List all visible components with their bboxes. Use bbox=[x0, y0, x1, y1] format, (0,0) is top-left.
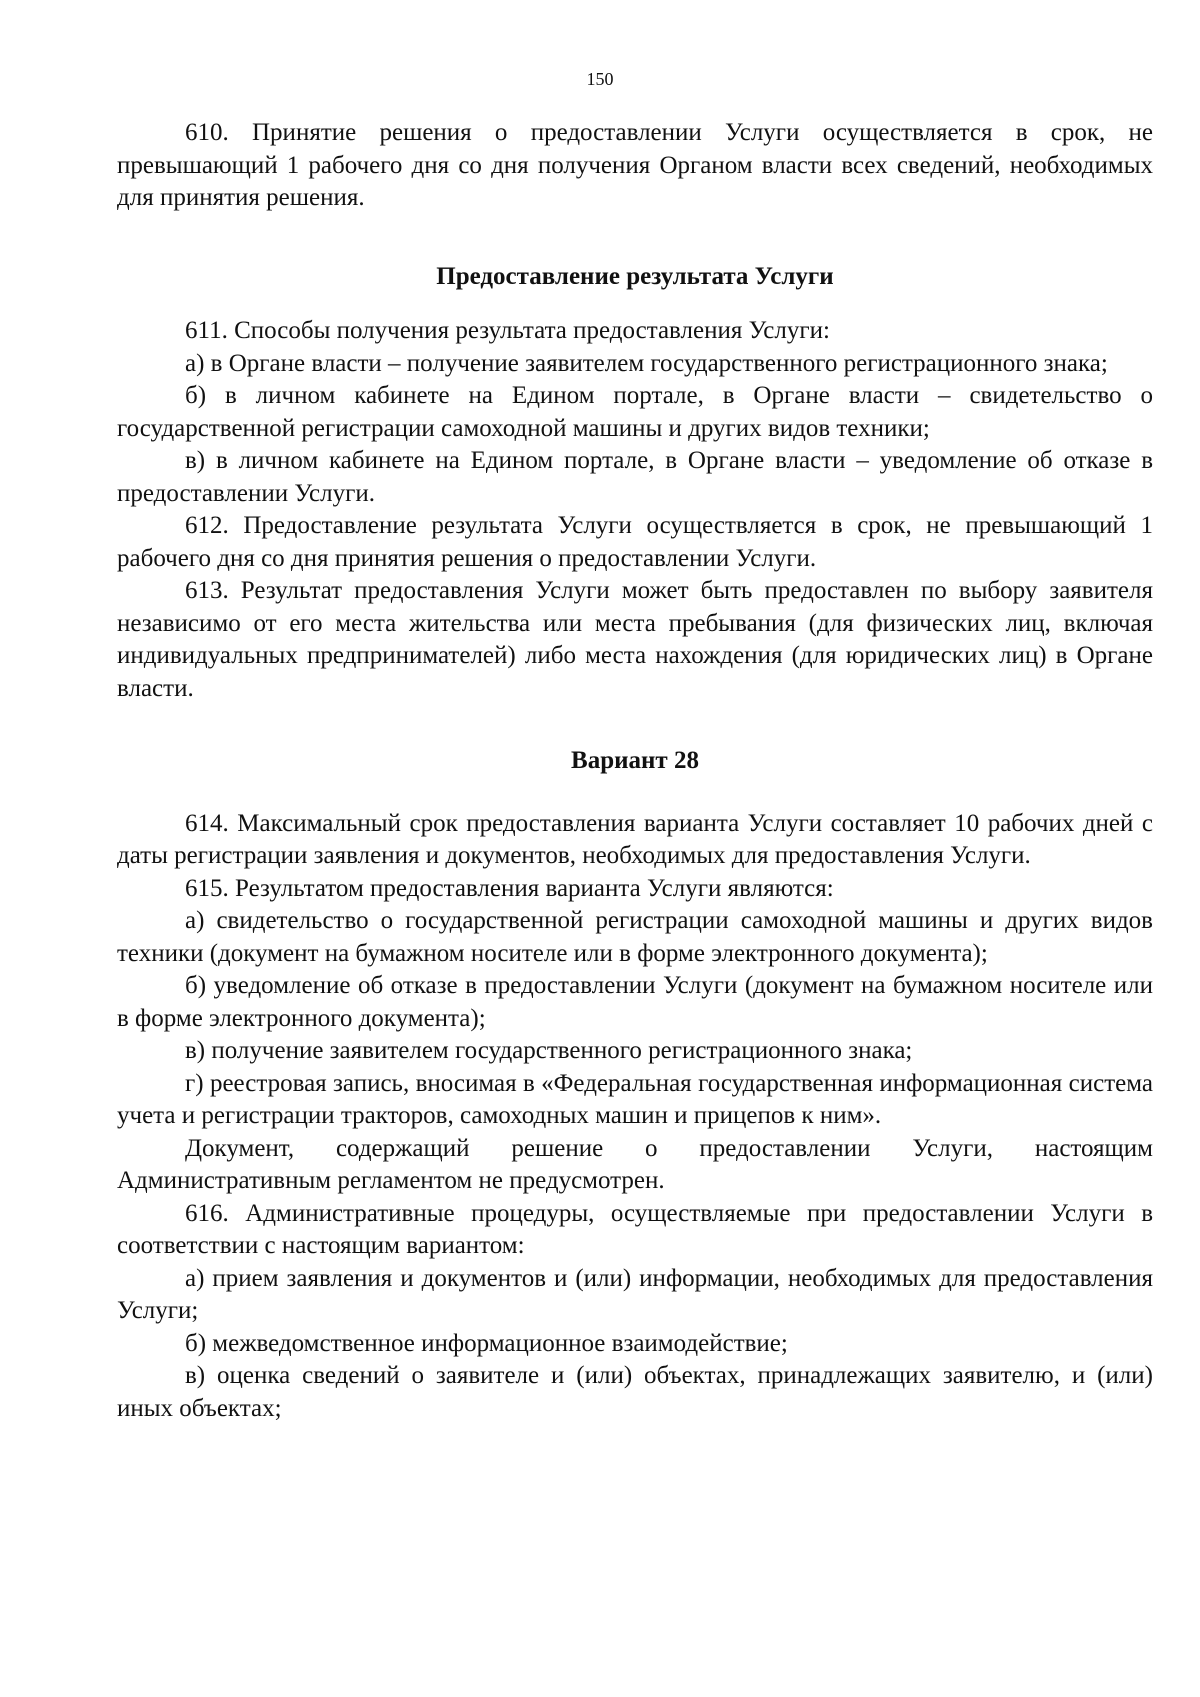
list-item-616-v: в) оценка сведений о заявителе и (или) объектах, принадлежащих заявителю, и (или) иных объектах; bbox=[117, 1362, 1153, 1422]
paragraph-decision-document: Документ, содержащий решение о предоставлении Услуги, настоящим Административным регламентом не предусмотрен. bbox=[117, 1134, 1153, 1194]
list-item-616-a: а) прием заявления и документов и (или) информации, необходимых для предоставления Услуги; bbox=[117, 1264, 1153, 1324]
list-item-611-a: а) в Органе власти – получение заявителем государственного регистрационного знака; bbox=[185, 349, 1108, 377]
section-heading-variant-28: Вариант 28 bbox=[571, 747, 699, 774]
list-item-615-v: в) получение заявителем государственного регистрационного знака; bbox=[185, 1037, 913, 1064]
list-item-611-b: б) в личном кабинете на Едином портале, в Органе власти – свидетельство о государственной регистрации самоходной машины и других видов техники; bbox=[117, 382, 1153, 442]
list-item-616-b: б) межведомственное информационное взаимодействие; bbox=[185, 1329, 788, 1357]
list-item-615-a: а) свидетельство о государственной регистрации самоходной машины и других видов техники (документ на бумажном носителе или в форме электронного документа); bbox=[117, 907, 1153, 967]
paragraph-615: 615. Результатом предоставления варианта Услуги являются: bbox=[185, 874, 834, 902]
paragraph-611: 611. Способы получения результата предоставления Услуги: bbox=[185, 317, 830, 344]
list-item-615-g: г) реестровая запись, вносимая в «Федеральная государственная информационная система учета и регистрации тракторов, самоходных машин и прицепов к ним». bbox=[117, 1069, 1153, 1129]
paragraph-613: 613. Результат предоставления Услуги может быть предоставлен по выбору заявителя независимо от его места жительства или места пребывания (для физических лиц, включая индивидуальных предпринимателей) либо места нахождения (для юридических лиц) в Органе власти. bbox=[117, 577, 1153, 702]
paragraph-610: 610. Принятие решения о предоставлении Услуги осуществляется в срок, не превышающий 1 рабочего дня со дня получения Органом власти всех сведений, необходимых для принятия решения. bbox=[117, 119, 1153, 211]
paragraph-612: 612. Предоставление результата Услуги осуществляется в срок, не превышающий 1 рабочего дня со дня принятия решения о предоставлении Услуги. bbox=[117, 512, 1153, 572]
list-item-611-v: в) в личном кабинете на Едином портале, в Органе власти – уведомление об отказе в предоставлении Услуги. bbox=[117, 447, 1153, 507]
list-item-615-b: б) уведомление об отказе в предоставлении Услуги (документ на бумажном носителе или в форме электронного документа); bbox=[117, 972, 1153, 1032]
document-body bbox=[117, 117, 1153, 1425]
section-heading-result: Предоставление результата Услуги bbox=[436, 262, 834, 290]
page-number: 150 bbox=[586, 69, 614, 89]
paragraph-614: 614. Максимальный срок предоставления варианта Услуги составляет 10 рабочих дней с даты регистрации заявления и документов, необходимых для предоставления Услуги. bbox=[117, 809, 1153, 869]
paragraph-616: 616. Административные процедуры, осуществляемые при предоставлении Услуги в соответствии с настоящим вариантом: bbox=[117, 1199, 1153, 1259]
